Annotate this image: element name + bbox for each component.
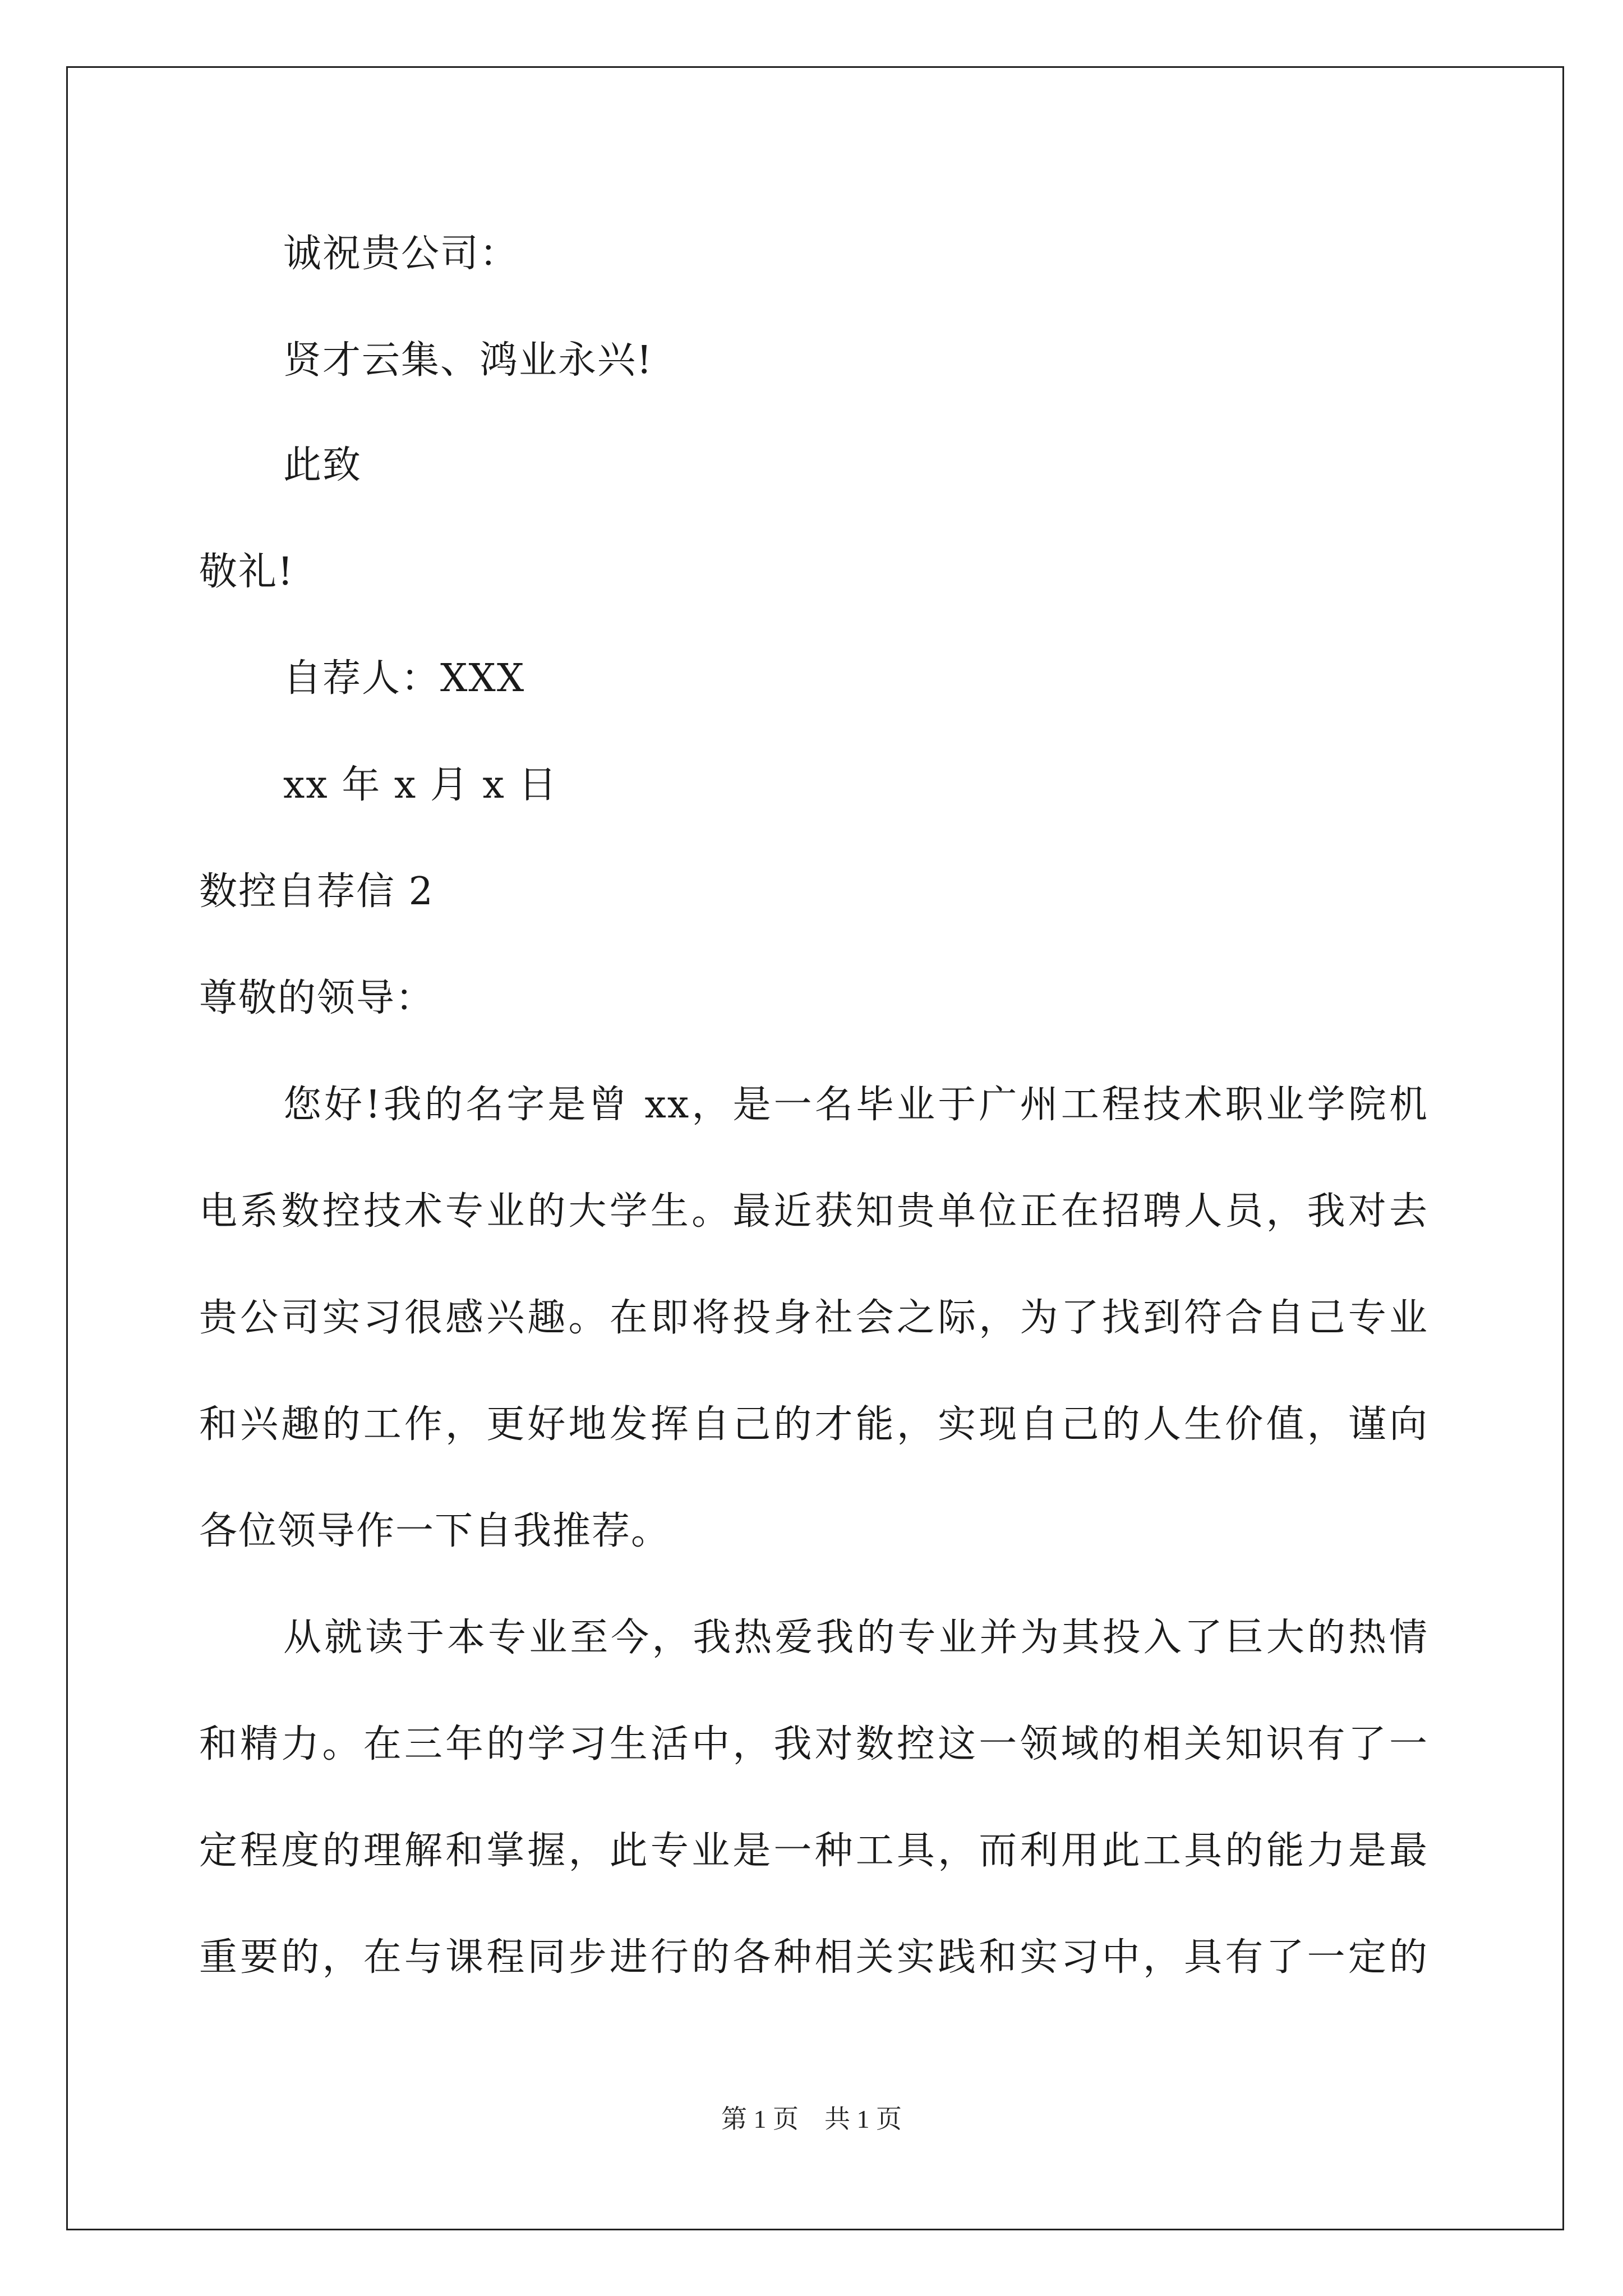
paragraph-2-line: 定程度的理解和掌握，此专业是一种工具，而利用此工具的能力是最 xyxy=(199,1829,1428,1873)
page-border xyxy=(66,66,1564,2230)
paragraph-2-line: 和精力。在三年的学习生活中，我对数控这一领域的相关知识有了一 xyxy=(199,1722,1428,1766)
paragraph-2-line: 从就读于本专业至今，我热爱我的专业并为其投入了巨大的热情 xyxy=(283,1616,1428,1660)
paragraph-1-line: 各位领导作一下自我推荐。 xyxy=(199,1509,671,1553)
paragraph-1-line: 您好!我的名字是曾 xx，是一名毕业于广州工程技术职业学院机 xyxy=(283,1083,1428,1127)
wish-text: 贤才云集、鸿业永兴! xyxy=(283,338,653,383)
signer: 自荐人：XXX xyxy=(283,656,525,701)
salutation-line-2: 敬礼! xyxy=(199,550,294,594)
salutation-line-1: 此致 xyxy=(283,443,362,487)
page-number-footer: 第 1 页 共 1 页 xyxy=(721,2105,902,2133)
paragraph-1-line: 贵公司实习很感兴趣。在即将投身社会之际，为了找到符合自己专业 xyxy=(199,1296,1428,1340)
wish-intro: 诚祝贵公司： xyxy=(283,232,519,276)
paragraph-1-line: 电系数控技术专业的大学生。最近获知贵单位正在招聘人员，我对去 xyxy=(199,1189,1428,1234)
paragraph-1-line: 和兴趣的工作，更好地发挥自己的才能，实现自己的人生价值，谨向 xyxy=(199,1402,1428,1447)
paragraph-2-line: 重要的，在与课程同步进行的各种相关实践和实习中，具有了一定的 xyxy=(199,1935,1428,1980)
letter-greeting: 尊敬的领导： xyxy=(199,976,435,1020)
date-line: xx 年 x 月 x 日 xyxy=(283,763,558,807)
letter-title: 数控自荐信 2 xyxy=(199,869,434,914)
